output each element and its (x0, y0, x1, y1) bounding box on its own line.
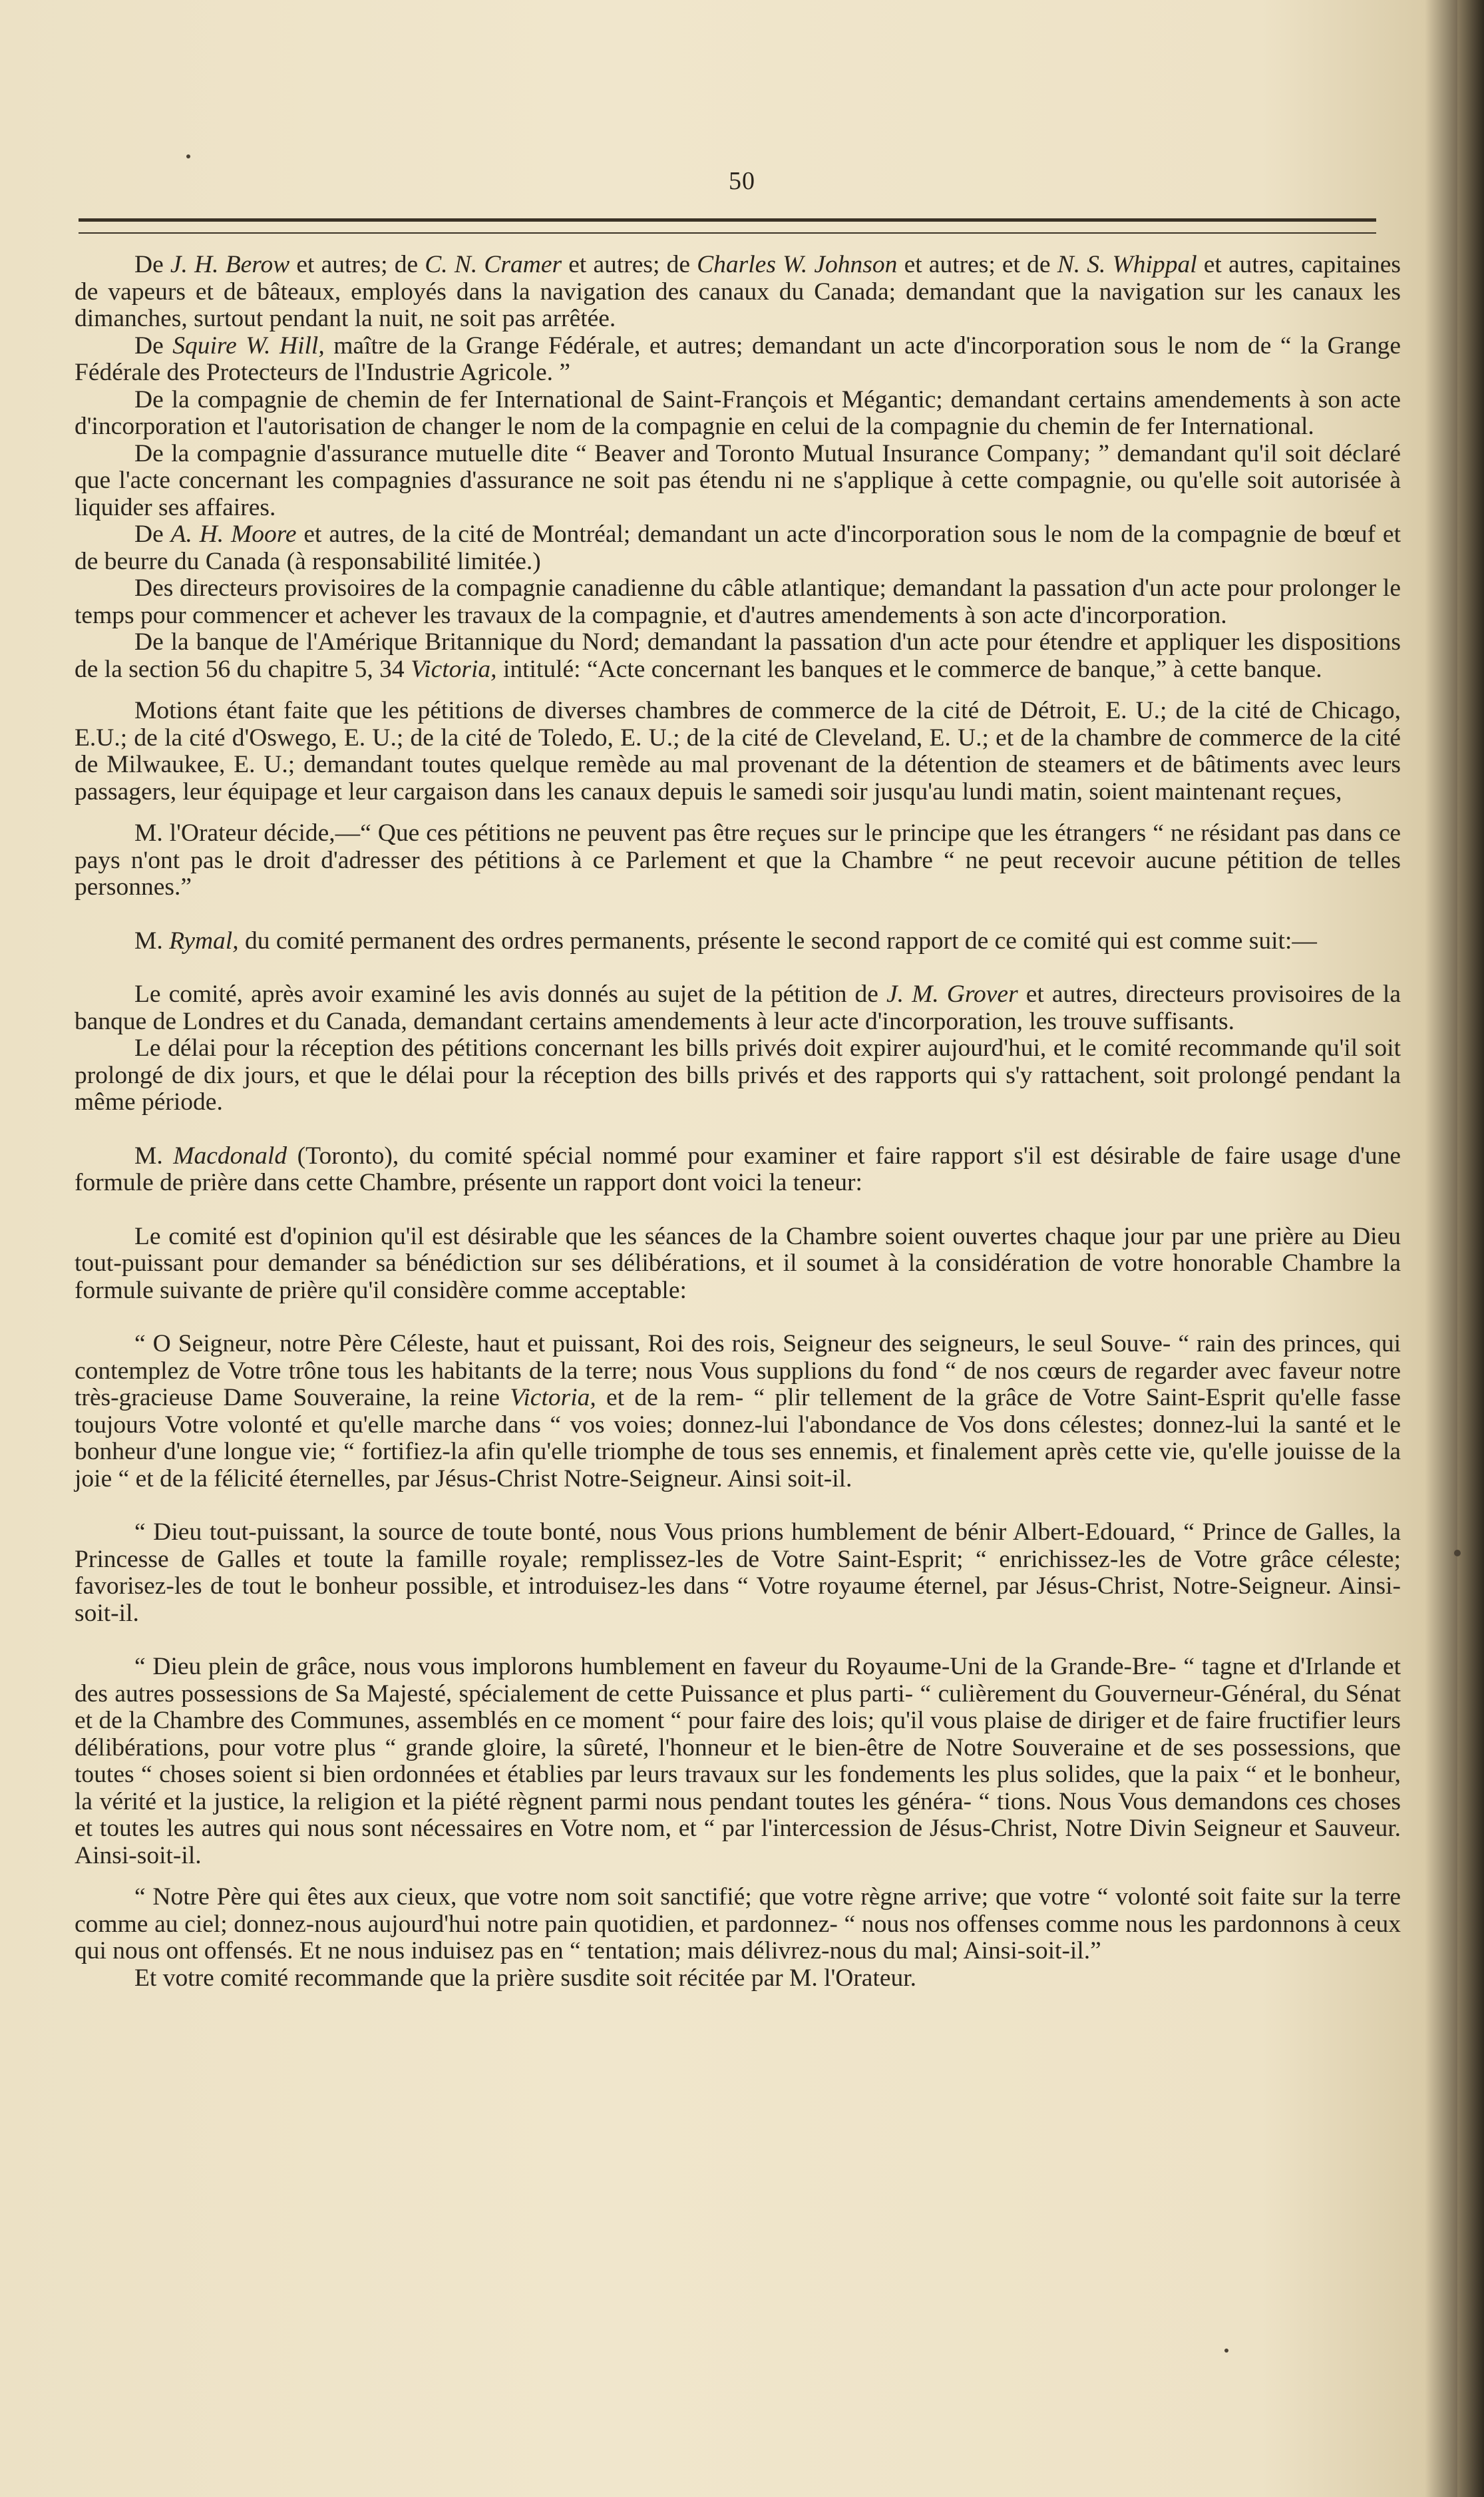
text-run: et autres, de la cité de Montréal; demandant un acte d'incorporation sous le nom de la compagnie de bœuf et de beurre du Canada (à responsabilité limitée.) (75, 521, 1401, 575)
text-run: De (134, 521, 171, 548)
paragraph (75, 441, 1401, 522)
text-run: “ Dieu tout-puissant, la source de toute bonté, nous Vous prions humblement de bénir Albert-Edouard, “ Prince de Galles, la Princesse de Galles et toute la famille royale; remplissez-les de Votre Saint-Esprit; “ enrichissez-les de Votre grâce céleste; favorisez-les de tout le bonheur possible, et introduisez-les dans “ Votre royaume éternel, par Jésus-Christ, Notre-Seigneur. Ainsi-soit-il. (75, 1518, 1401, 1627)
italic-name: N. S. Whippal (1057, 251, 1197, 278)
paragraph (75, 1035, 1401, 1116)
paragraph (75, 820, 1401, 901)
body-text (75, 252, 1401, 1992)
text-run: et de la rem- “ plir tellement de la grâce de Votre Saint-Esprit qu'elle fasse toujours Votre volonté et qu'elle marche dans “ vos voies; donnez-lui l'abondance de Vos dons célestes; donnez-lui la santé et le bonheur d'une longue vie; “ fortifiez-la afin qu'elle triomphe de tous ses ennemis, et finalement après cette vie, qu'elle jouisse de la joie “ et de la félicité éternelles, par Jésus-Christ Notre-Seigneur. Ainsi soit-il. (75, 1384, 1401, 1492)
paragraph (75, 1654, 1401, 1869)
paragraph (75, 698, 1401, 805)
italic-name: Charles W. Johnson (697, 251, 898, 278)
text-run: Motions étant faite que les pétitions de diverses chambres de commerce de la cité de Détroit, E. U.; de la cité de Chicago, E.U.; de la cité d'Oswego, E. U.; de la cité de Toledo, E. U.; de la cité de Cleveland, E. U.; et de la chambre de commerce de la cité de Milwaukee, E. U.; demandant toutes quelque remède au mal provenant de la détention de steamers et de bâtiments avec leurs passagers, leur équipage et leur cargaison dans les canaux depuis le samedi soir jusqu'au lundi matin, soient maintenant reçues, (75, 697, 1401, 805)
text-run: De la compagnie d'assurance mutuelle dite “ Beaver and Toronto Mutual Insurance Company; ” demandant qu'il soit déclaré que l'acte concernant les compagnies d'assurance ne soit pas étendu ni ne s'applique à cette compagnie, ou qu'elle soit autorisée à liquider ses affaires. (75, 439, 1401, 521)
page-number: 50 (729, 167, 755, 195)
text-run: De la compagnie de chemin de fer International de Saint-François et Mégantic; demandant certains amendements à son acte d'incorporation et l'autorisation de changer le nom de la compagnie en celui de la compagnie du chemin de fer International. (75, 385, 1401, 440)
paragraph (75, 333, 1401, 387)
paragraph (75, 1224, 1401, 1305)
italic-name: J. M. Grover (886, 981, 1018, 1008)
text-run: Le comité est d'opinion qu'il est désirable que les séances de la Chambre soient ouvertes chaque jour par une prière au Dieu tout-puissant pour demander sa bénédiction sur ses délibérations, et il soumet à la considération de votre honorable Chambre la formule suivante de prière qu'il considère comme acceptable: (75, 1222, 1401, 1304)
text-run: et autres, directeurs provisoires de la banque de Londres et du Canada, demandant certains amendements à leur acte d'incorporation, les trouve suffisants. (75, 981, 1401, 1035)
paper-speck (1224, 2349, 1228, 2353)
paragraph (75, 252, 1401, 333)
paragraph (75, 1331, 1401, 1492)
italic-name: Rymal, (169, 927, 239, 955)
text-run: (Toronto), du comité spécial nommé pour examiner et faire rapport s'il est désirable de faire usage d'une formule de prière dans cette Chambre, présente un rapport dont voici la teneur: (75, 1142, 1401, 1196)
paragraph (75, 1884, 1401, 1965)
text-run: M. (134, 927, 170, 955)
paragraph (75, 387, 1401, 441)
italic-name: Macdonald (173, 1142, 287, 1170)
text-run: Des directeurs provisoires de la compagnie canadienne du câble atlantique; demandant la passation d'un acte pour prolonger le temps pour commencer et achever les travaux de la compagnie, et d'autres amendements à son acte d'incorporation. (75, 574, 1401, 629)
text-run: maître de la Grange Fédérale, et autres; demandant un acte d'incorporation sous le nom de “ la Grange Fédérale des Protecteurs de l'Industrie Agricole. ” (75, 332, 1401, 386)
paragraph (75, 1143, 1401, 1197)
paragraph (75, 629, 1401, 683)
text-run: et autres; et de (897, 251, 1057, 278)
text-run: De (134, 332, 173, 359)
book-spine-shadow (1457, 0, 1484, 2497)
text-run: et autres, capitaines de vapeurs et de bâteaux, employés dans la navigation des canaux du Canada; demandant que la navigation sur les canaux les dimanches, surtout pendant la nuit, ne soit pas arrêtée. (75, 251, 1401, 332)
text-run: du comité permanent des ordres permanents, présente le second rapport de ce comité qui est comme suit:— (238, 927, 1317, 955)
italic-name: A. H. Moore (170, 521, 297, 548)
text-run: M. (134, 1142, 174, 1170)
paragraph (75, 1965, 1401, 1992)
text-run: Et votre comité recommande que la prière susdite soit récitée par M. l'Orateur. (134, 1964, 917, 1992)
paragraph (75, 928, 1401, 955)
text-run: “ O Seigneur, notre Père Céleste, haut et puissant, Roi des rois, Seigneur des seigneurs, le seul Souve- “ rain des princes, qui contemplez de Votre trône tous les habitants de la terre; nous Vous supplions du fond “ de nos cœurs de regarder avec faveur notre très-gracieuse Dame Souveraine, la reine (75, 1330, 1401, 1411)
header-rule (79, 218, 1376, 234)
text-run: intitulé: “Acte concernant les banques et le commerce de banque,” à cette banque. (496, 655, 1322, 683)
italic-name: C. N. Cramer (425, 251, 562, 278)
text-run: Le délai pour la réception des pétitions concernant les bills privés doit expirer aujourd'hui, et le comité recommande qu'il soit prolongé de dix jours, et que le délai pour la réception des bills privés et des rapports qui s'y rattachent, soit prolongé pendant la même période. (75, 1034, 1401, 1116)
text-run: et autres; de (562, 251, 697, 278)
text-run: Le comité, après avoir examiné les avis donnés au sujet de la pétition de (134, 981, 886, 1008)
italic-name: Victoria, (510, 1384, 596, 1411)
text-run: “ Notre Père qui êtes aux cieux, que votre nom soit sanctifié; que votre règne arrive; que votre “ volonté soit faite sur la terre comme au ciel; donnez-nous aujourd'hui notre pain quotidien, et pardonnez- “ nous nos offenses comme nous les pardonnons à ceux qui nous ont offensés. Et ne nous induisez pas en “ tentation; mais délivrez-nous du mal; Ainsi-soit-il.” (75, 1883, 1401, 1964)
italic-name: J. H. Berow (170, 251, 290, 278)
paragraph (75, 981, 1401, 1035)
paragraph (75, 575, 1401, 629)
text-run: et autres; de (289, 251, 425, 278)
text-run: De la banque de l'Amérique Britannique du Nord; demandant la passation d'un acte pour étendre et appliquer les dispositions de la section 56 du chapitre 5, 34 (75, 628, 1401, 683)
paragraph (75, 521, 1401, 575)
italic-name: Squire W. Hill, (172, 332, 325, 359)
text-run: M. l'Orateur décide,—“ Que ces pétitions ne peuvent pas être reçues sur le principe que les étrangers “ ne résidant pas dans ce pays n'ont pas le droit d'adresser des pétitions à ce Parlement et que la Chambre “ ne peut recevoir aucune pétition de telles personnes.” (75, 819, 1401, 901)
italic-name: Victoria, (411, 655, 497, 683)
paper-speck (1454, 1550, 1461, 1556)
paragraph (75, 1519, 1401, 1627)
text-run: “ Dieu plein de grâce, nous vous implorons humblement en faveur du Royaume-Uni de la Grande-Bre- “ tagne et d'Irlande et des autres possessions de Sa Majesté, spécialement de cette Puissance et plus parti- “ culièrement du Gouverneur-Général, du Sénat et de la Chambre des Communes, assemblés en ce moment “ pour faire des lois; qu'il vous plaise de diriger et de faire fructifier leurs délibérations, pour votre plus “ grande gloire, la sûreté, l'honneur et le bien-être de Notre Souveraine et de ses possessions, que toutes “ choses soient si bien ordonnées et établies par leurs travaux sur les fondements les plus solides, que la paix “ et le bonheur, la vérité et la justice, la religion et la piété règnent parmi nous pendant toutes les généra- “ tions. Nous Vous demandons ces choses et toutes les autres qui nous sont nécessaires en Votre nom, et “ par l'intercession de Jésus-Christ, Notre Divin Seigneur et Sauveur. Ainsi-soit-il. (75, 1653, 1401, 1869)
paper-speck (186, 154, 190, 158)
text-run: De (134, 251, 170, 278)
